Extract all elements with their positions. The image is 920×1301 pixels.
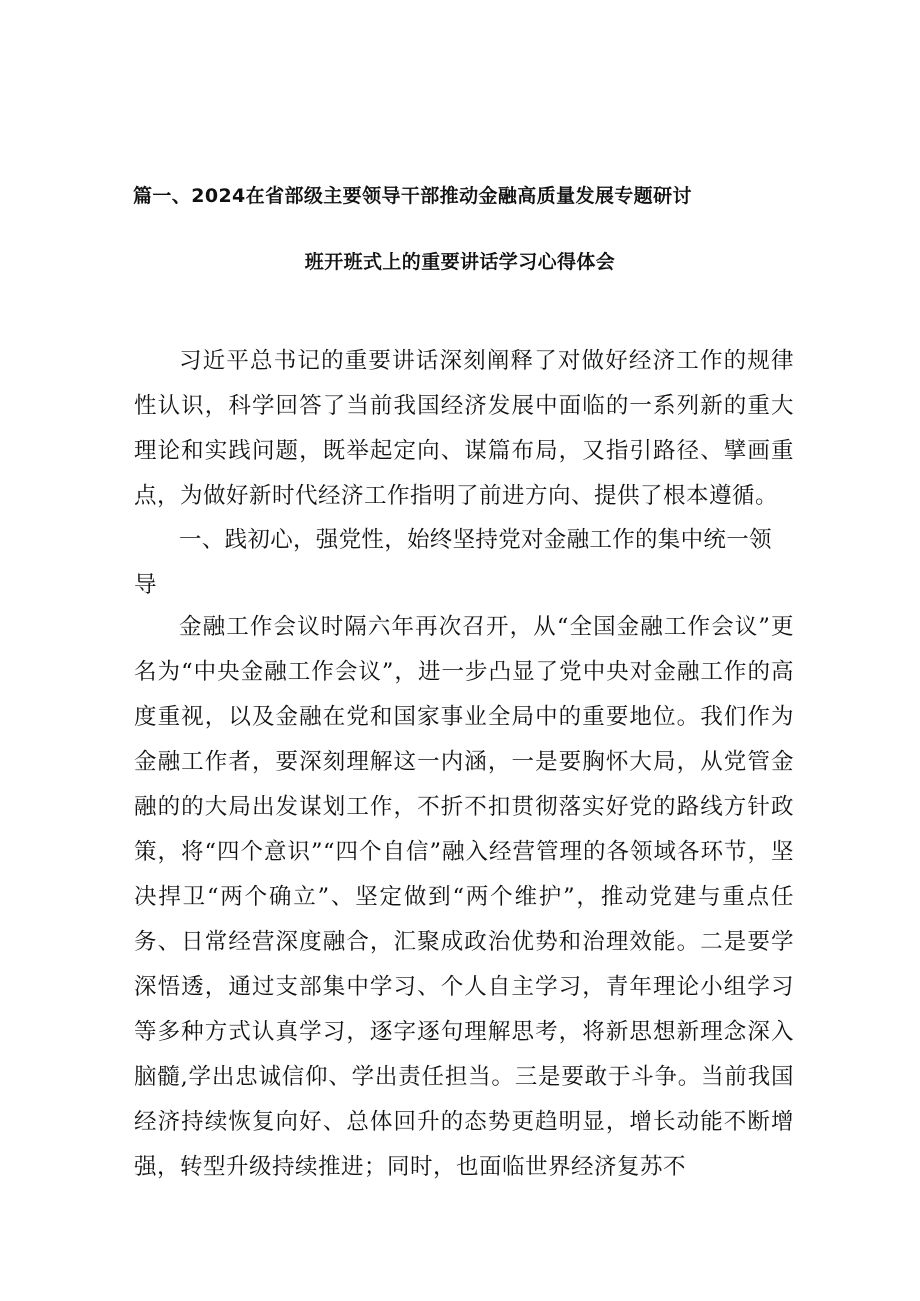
body-paragraph: 金融工作会议时隔六年再次召开，从“全国金融工作会议”更名为“中央金融工作会议”，进一步凸显了党中央对金融工作的高度重视，以及金融在党和国家事业全局中的重要地位。我们作为金融工作者，要深刻理解这一内涵，一是要胸怀大局，从党管金融的的大局出发谋划工作，不折不扣贯彻落实好党的路线方针政策，将“四个意识”“四个自信”融入经营管理的各领域各环节，坚决捍卫“两个确立”、坚定做到“两个维护”，推动党建与重点任务、日常经营深度融合，汇聚成政治优势和治理效能。二是要学深悟透，通过支部集中学习、个人自主学习，青年理论小组学习等多种方式认真学习，逐字逐句理解思考，将新思想新理念深入脑髓,学出忠诚信仰、学出责任担当。三是要敢于斗争。当前我国经济持续恢复向好、总体回升的态势更趋明显，增长动能不断增强，转型升级持续推进；同时，也面临世界经济复苏不 bbox=[134, 614, 794, 1180]
document-title-line-1: 篇一、2024在省部级主要领导干部推动金融高质量发展专题研讨 bbox=[133, 185, 692, 207]
intro-paragraph: 习近平总书记的重要讲话深刻阐释了对做好经济工作的规律性认识，科学回答了当前我国经济发展中面临的一系列新的重大理论和实践问题，既举起定向、谋篇布局，又指引路径、擘画重点，为做好新时代经济工作指明了前进方向、提供了根本遵循。 bbox=[134, 348, 794, 509]
section-heading: 一、践初心，强党性，始终坚持党对金融工作的集中统一领导 bbox=[134, 527, 772, 598]
document-title-line-2: 班开班式上的重要讲话学习心得体会 bbox=[304, 251, 616, 273]
